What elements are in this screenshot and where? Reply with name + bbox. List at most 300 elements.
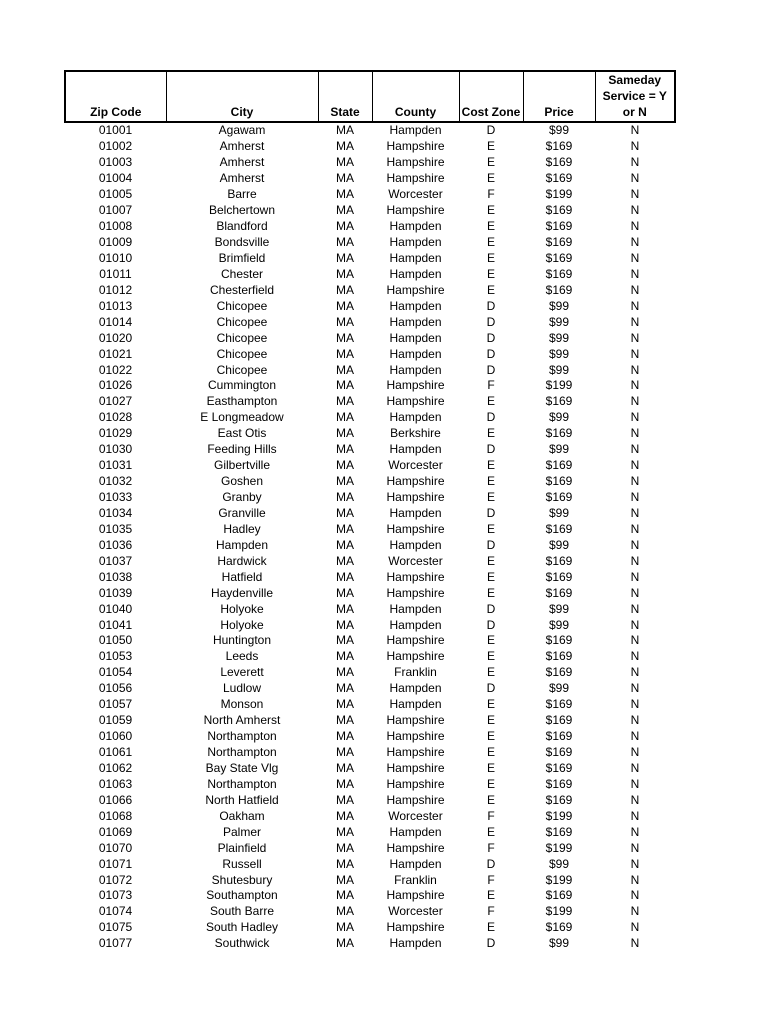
sameday-cell: N bbox=[630, 155, 640, 170]
sameday-cell: N bbox=[630, 394, 640, 409]
state-cell: MA bbox=[336, 617, 354, 632]
sameday-cell: N bbox=[630, 792, 640, 807]
county-cell: Hampshire bbox=[386, 792, 445, 807]
cost-zone-cell: E bbox=[486, 155, 495, 170]
state-cell: MA bbox=[336, 250, 354, 265]
state-cell: MA bbox=[336, 442, 354, 457]
state-cell: MA bbox=[336, 219, 354, 234]
county-cell: Hampshire bbox=[386, 745, 445, 760]
cost-zone-cell: E bbox=[486, 203, 495, 218]
zip-code-cell: 01061 bbox=[98, 745, 133, 760]
table-row bbox=[65, 936, 675, 952]
table-row bbox=[65, 633, 675, 649]
cost-zone-cell: E bbox=[486, 426, 495, 441]
table-row bbox=[65, 888, 675, 904]
zip-code-cell: 01028 bbox=[98, 410, 133, 425]
price-cell: $99 bbox=[548, 123, 570, 138]
price-cell: $169 bbox=[545, 282, 573, 297]
zip-code-cell: 01071 bbox=[98, 856, 133, 871]
price-cell: $169 bbox=[545, 713, 573, 728]
sameday-cell: N bbox=[630, 298, 640, 313]
sameday-cell: N bbox=[630, 442, 640, 457]
zip-code-cell: 01026 bbox=[98, 378, 133, 393]
state-cell: MA bbox=[336, 840, 354, 855]
price-cell: $99 bbox=[548, 681, 570, 696]
cost-zone-cell: E bbox=[486, 521, 495, 536]
sameday-cell: N bbox=[630, 713, 640, 728]
sameday-cell: N bbox=[630, 936, 640, 951]
city-cell: Granby bbox=[222, 490, 262, 505]
cost-zone-cell: E bbox=[486, 585, 495, 600]
sameday-cell: N bbox=[630, 920, 640, 935]
city-cell: Gilbertville bbox=[213, 458, 270, 473]
sameday-cell: N bbox=[630, 426, 640, 441]
sameday-cell: N bbox=[630, 330, 640, 345]
state-cell: MA bbox=[336, 490, 354, 505]
state-cell: MA bbox=[336, 633, 354, 648]
county-cell: Hampden bbox=[389, 330, 442, 345]
sameday-cell: N bbox=[630, 888, 640, 903]
cost-zone-cell: E bbox=[486, 745, 495, 760]
cost-zone-cell: E bbox=[486, 729, 495, 744]
table-row bbox=[65, 840, 675, 856]
table-row bbox=[65, 203, 675, 219]
zip-code-cell: 01041 bbox=[98, 617, 133, 632]
zip-code-cell: 01056 bbox=[98, 681, 133, 696]
city-cell: Haydenville bbox=[210, 585, 274, 600]
city-cell: Holyoke bbox=[220, 601, 264, 616]
county-cell: Hampshire bbox=[386, 729, 445, 744]
city-cell: Leeds bbox=[225, 649, 259, 664]
price-cell: $169 bbox=[545, 235, 573, 250]
table-row bbox=[65, 601, 675, 617]
price-cell: $169 bbox=[545, 697, 573, 712]
city-cell: Feeding Hills bbox=[207, 442, 277, 457]
city-cell: Shutesbury bbox=[211, 872, 273, 887]
state-cell: MA bbox=[336, 394, 354, 409]
state-cell: MA bbox=[336, 904, 354, 919]
table-row bbox=[65, 187, 675, 203]
county-cell: Hampden bbox=[389, 601, 442, 616]
price-cell: $169 bbox=[545, 760, 573, 775]
cost-zone-cell: E bbox=[486, 474, 495, 489]
city-cell: Southampton bbox=[206, 888, 278, 903]
state-cell: MA bbox=[336, 808, 354, 823]
price-cell: $169 bbox=[545, 490, 573, 505]
state-cell: MA bbox=[336, 888, 354, 903]
state-cell: MA bbox=[336, 553, 354, 568]
sameday-cell: N bbox=[630, 824, 640, 839]
cost-zone-cell: E bbox=[486, 888, 495, 903]
city-cell: Holyoke bbox=[220, 617, 264, 632]
cost-zone-cell: D bbox=[486, 537, 496, 552]
cost-zone-cell: D bbox=[486, 856, 496, 871]
price-cell: $169 bbox=[545, 745, 573, 760]
city-cell: Amherst bbox=[219, 171, 265, 186]
table-row bbox=[65, 442, 675, 458]
sameday-cell: N bbox=[630, 617, 640, 632]
sameday-cell: N bbox=[630, 474, 640, 489]
city-cell: North Amherst bbox=[203, 713, 281, 728]
city-cell: Bondsville bbox=[214, 235, 270, 250]
price-cell: $169 bbox=[545, 553, 573, 568]
zip-code-cell: 01021 bbox=[98, 346, 133, 361]
state-cell: MA bbox=[336, 856, 354, 871]
zip-code-cell: 01013 bbox=[98, 298, 133, 313]
price-cell: $99 bbox=[548, 505, 570, 520]
zip-code-cell: 01035 bbox=[98, 521, 133, 536]
state-cell: MA bbox=[336, 298, 354, 313]
state-cell: MA bbox=[336, 330, 354, 345]
city-cell: Chicopee bbox=[216, 314, 268, 329]
table-row bbox=[65, 426, 675, 442]
price-cell: $169 bbox=[545, 792, 573, 807]
table-row bbox=[65, 314, 675, 330]
county-cell: Hampden bbox=[389, 537, 442, 552]
cost-zone-cell: E bbox=[486, 250, 495, 265]
price-cell: $199 bbox=[545, 840, 573, 855]
county-cell: Hampshire bbox=[386, 760, 445, 775]
cost-zone-cell: E bbox=[486, 760, 495, 775]
city-cell: Monson bbox=[220, 697, 264, 712]
cost-zone-cell: D bbox=[486, 936, 496, 951]
state-cell: MA bbox=[336, 776, 354, 791]
city-cell: Hadley bbox=[223, 521, 261, 536]
city-cell: Oakham bbox=[219, 808, 265, 823]
zip-code-cell: 01027 bbox=[98, 394, 133, 409]
county-cell: Hampshire bbox=[386, 888, 445, 903]
table-row bbox=[65, 585, 675, 601]
state-cell: MA bbox=[336, 314, 354, 329]
county-cell: Hampden bbox=[389, 266, 442, 281]
county-cell: Hampden bbox=[389, 505, 442, 520]
county-cell: Worcester bbox=[388, 904, 443, 919]
sameday-cell: N bbox=[630, 314, 640, 329]
price-cell: $169 bbox=[545, 729, 573, 744]
price-cell: $199 bbox=[545, 378, 573, 393]
table-row bbox=[65, 346, 675, 362]
sameday-cell: N bbox=[630, 649, 640, 664]
price-cell: $169 bbox=[545, 394, 573, 409]
table-row bbox=[65, 219, 675, 235]
county-cell: Hampden bbox=[389, 410, 442, 425]
state-cell: MA bbox=[336, 203, 354, 218]
price-cell: $169 bbox=[545, 474, 573, 489]
zip-code-cell: 01040 bbox=[98, 601, 133, 616]
table-row bbox=[65, 904, 675, 920]
cost-zone-cell: E bbox=[486, 171, 495, 186]
sameday-cell: N bbox=[630, 362, 640, 377]
price-cell: $199 bbox=[545, 904, 573, 919]
sameday-cell: N bbox=[630, 729, 640, 744]
state-cell: MA bbox=[336, 171, 354, 186]
county-cell: Hampshire bbox=[386, 633, 445, 648]
county-cell: Hampshire bbox=[386, 713, 445, 728]
cost-zone-cell: E bbox=[486, 665, 495, 680]
zip-code-cell: 01059 bbox=[98, 713, 133, 728]
table-row bbox=[65, 553, 675, 569]
zip-code-cell: 01011 bbox=[99, 266, 132, 281]
table-header bbox=[65, 71, 675, 122]
county-cell: Hampden bbox=[389, 314, 442, 329]
price-cell: $169 bbox=[545, 888, 573, 903]
sameday-cell: N bbox=[630, 282, 640, 297]
price-cell: $169 bbox=[545, 585, 573, 600]
price-cell: $99 bbox=[548, 330, 570, 345]
county-cell: Hampshire bbox=[386, 474, 445, 489]
state-cell: MA bbox=[336, 824, 354, 839]
sameday-cell: N bbox=[630, 553, 640, 568]
table-row bbox=[65, 458, 675, 474]
county-cell: Hampden bbox=[389, 697, 442, 712]
zip-code-cell: 01029 bbox=[98, 426, 133, 441]
zip-code-cell: 01005 bbox=[98, 187, 133, 202]
county-cell: Hampshire bbox=[386, 203, 445, 218]
city-cell: Chicopee bbox=[216, 330, 268, 345]
price-cell: $169 bbox=[545, 649, 573, 664]
cost-zone-cell: E bbox=[486, 266, 495, 281]
cost-zone-cell: E bbox=[486, 824, 495, 839]
cost-zone-cell: D bbox=[486, 298, 496, 313]
sameday-cell: N bbox=[630, 505, 640, 520]
zip-code-cell: 01070 bbox=[98, 840, 133, 855]
sameday-cell: N bbox=[630, 346, 640, 361]
cost-zone-cell: D bbox=[486, 410, 496, 425]
zip-code-cell: 01077 bbox=[98, 936, 133, 951]
header-city: City bbox=[166, 71, 318, 122]
city-cell: Bay State Vlg bbox=[205, 760, 279, 775]
price-cell: $169 bbox=[545, 569, 573, 584]
table-body bbox=[65, 122, 675, 952]
sameday-cell: N bbox=[630, 250, 640, 265]
price-cell: $169 bbox=[545, 521, 573, 536]
county-cell: Hampshire bbox=[386, 776, 445, 791]
table-row bbox=[65, 330, 675, 346]
cost-zone-cell: F bbox=[487, 378, 495, 393]
cost-zone-cell: E bbox=[486, 490, 495, 505]
state-cell: MA bbox=[336, 362, 354, 377]
zip-code-cell: 01069 bbox=[98, 824, 133, 839]
sameday-cell: N bbox=[630, 681, 640, 696]
table-row bbox=[65, 872, 675, 888]
price-cell: $99 bbox=[548, 410, 570, 425]
zip-code-cell: 01037 bbox=[98, 553, 133, 568]
table-row bbox=[65, 155, 675, 171]
price-cell: $99 bbox=[548, 298, 570, 313]
table-row bbox=[65, 282, 675, 298]
cost-zone-cell: D bbox=[486, 330, 496, 345]
cost-zone-cell: E bbox=[486, 394, 495, 409]
county-cell: Hampshire bbox=[386, 171, 445, 186]
county-cell: Berkshire bbox=[390, 426, 441, 441]
cost-zone-cell: E bbox=[486, 776, 495, 791]
county-cell: Hampden bbox=[389, 250, 442, 265]
cost-zone-cell: D bbox=[486, 362, 496, 377]
county-cell: Hampden bbox=[389, 617, 442, 632]
county-cell: Hampshire bbox=[386, 282, 445, 297]
zip-code-cell: 01054 bbox=[98, 665, 133, 680]
city-cell: Belchertown bbox=[208, 203, 276, 218]
table-row bbox=[65, 266, 675, 282]
price-cell: $99 bbox=[548, 362, 570, 377]
table-row bbox=[65, 537, 675, 553]
price-cell: $199 bbox=[545, 187, 573, 202]
county-cell: Hampshire bbox=[386, 569, 445, 584]
county-cell: Hampden bbox=[389, 123, 442, 138]
state-cell: MA bbox=[336, 729, 354, 744]
price-cell: $199 bbox=[545, 808, 573, 823]
state-cell: MA bbox=[336, 569, 354, 584]
sameday-cell: N bbox=[630, 745, 640, 760]
sameday-cell: N bbox=[630, 266, 640, 281]
zip-code-cell: 01074 bbox=[98, 904, 133, 919]
zip-code-cell: 01039 bbox=[98, 585, 133, 600]
table-row bbox=[65, 122, 675, 139]
table-row bbox=[65, 824, 675, 840]
zip-code-cell: 01063 bbox=[98, 776, 133, 791]
city-cell: Northampton bbox=[207, 776, 277, 791]
city-cell: Chicopee bbox=[216, 362, 268, 377]
price-cell: $169 bbox=[545, 155, 573, 170]
table-row bbox=[65, 394, 675, 410]
county-cell: Hampshire bbox=[386, 521, 445, 536]
county-cell: Hampshire bbox=[386, 840, 445, 855]
zip-code-cell: 01014 bbox=[98, 314, 133, 329]
city-cell: Hardwick bbox=[217, 553, 267, 568]
sameday-cell: N bbox=[630, 410, 640, 425]
zip-code-cell: 01060 bbox=[98, 729, 133, 744]
county-cell: Hampden bbox=[389, 442, 442, 457]
state-cell: MA bbox=[336, 521, 354, 536]
header-county: County bbox=[372, 71, 459, 122]
zip-code-cell: 01073 bbox=[98, 888, 133, 903]
table-row bbox=[65, 776, 675, 792]
sameday-cell: N bbox=[630, 521, 640, 536]
state-cell: MA bbox=[336, 665, 354, 680]
sameday-cell: N bbox=[630, 633, 640, 648]
state-cell: MA bbox=[336, 872, 354, 887]
cost-zone-cell: D bbox=[486, 681, 496, 696]
state-cell: MA bbox=[336, 792, 354, 807]
price-cell: $199 bbox=[545, 872, 573, 887]
sameday-cell: N bbox=[630, 840, 640, 855]
zip-code-cell: 01062 bbox=[98, 760, 133, 775]
state-cell: MA bbox=[336, 346, 354, 361]
city-cell: Goshen bbox=[220, 474, 264, 489]
sameday-cell: N bbox=[630, 585, 640, 600]
price-cell: $99 bbox=[548, 346, 570, 361]
zip-code-cell: 01075 bbox=[98, 920, 133, 935]
city-cell: Easthampton bbox=[206, 394, 278, 409]
state-cell: MA bbox=[336, 187, 354, 202]
city-cell: Amherst bbox=[219, 139, 265, 154]
zip-price-table bbox=[64, 70, 676, 952]
state-cell: MA bbox=[336, 745, 354, 760]
state-cell: MA bbox=[336, 585, 354, 600]
state-cell: MA bbox=[336, 139, 354, 154]
table-row bbox=[65, 251, 675, 267]
county-cell: Hampshire bbox=[386, 394, 445, 409]
zip-code-cell: 01030 bbox=[98, 442, 133, 457]
state-cell: MA bbox=[336, 920, 354, 935]
zip-code-cell: 01033 bbox=[98, 490, 133, 505]
city-cell: Hampden bbox=[215, 537, 269, 552]
price-cell: $99 bbox=[548, 936, 570, 951]
sameday-cell: N bbox=[630, 760, 640, 775]
table-row bbox=[65, 920, 675, 936]
table-row bbox=[65, 745, 675, 761]
county-cell: Hampden bbox=[389, 362, 442, 377]
zip-code-cell: 01068 bbox=[98, 808, 133, 823]
table-row bbox=[65, 410, 675, 426]
state-cell: MA bbox=[336, 474, 354, 489]
zip-code-cell: 01066 bbox=[98, 792, 133, 807]
header-zip-code: Zip Code bbox=[65, 71, 166, 122]
state-cell: MA bbox=[336, 426, 354, 441]
city-cell: South Barre bbox=[209, 904, 275, 919]
price-cell: $169 bbox=[545, 266, 573, 281]
table-row bbox=[65, 665, 675, 681]
table-row bbox=[65, 298, 675, 314]
table-row bbox=[65, 139, 675, 155]
cost-zone-cell: D bbox=[486, 617, 496, 632]
table-row bbox=[65, 490, 675, 506]
cost-zone-cell: E bbox=[486, 697, 495, 712]
city-cell: Agawam bbox=[218, 123, 266, 138]
table-row bbox=[65, 792, 675, 808]
county-cell: Hampden bbox=[389, 219, 442, 234]
table-row bbox=[65, 681, 675, 697]
cost-zone-cell: D bbox=[486, 346, 496, 361]
table-row bbox=[65, 171, 675, 187]
state-cell: MA bbox=[336, 123, 354, 138]
cost-zone-cell: E bbox=[486, 553, 495, 568]
city-cell: Blandford bbox=[216, 219, 268, 234]
city-cell: Amherst bbox=[219, 155, 265, 170]
county-cell: Hampshire bbox=[386, 649, 445, 664]
state-cell: MA bbox=[336, 155, 354, 170]
state-cell: MA bbox=[336, 458, 354, 473]
sameday-cell: N bbox=[630, 123, 640, 138]
county-cell: Hampshire bbox=[386, 920, 445, 935]
price-cell: $169 bbox=[545, 824, 573, 839]
city-cell: Russell bbox=[222, 856, 262, 871]
table-row bbox=[65, 474, 675, 490]
county-cell: Hampden bbox=[389, 346, 442, 361]
city-cell: North Hatfield bbox=[205, 792, 279, 807]
cost-zone-cell: D bbox=[486, 123, 496, 138]
cost-zone-cell: E bbox=[486, 792, 495, 807]
zip-code-cell: 01003 bbox=[98, 155, 133, 170]
state-cell: MA bbox=[336, 697, 354, 712]
state-cell: MA bbox=[336, 713, 354, 728]
zip-code-cell: 01053 bbox=[98, 649, 133, 664]
cost-zone-cell: F bbox=[487, 187, 495, 202]
county-cell: Franklin bbox=[394, 872, 437, 887]
zip-code-cell: 01002 bbox=[98, 139, 133, 154]
zip-code-cell: 01057 bbox=[98, 697, 133, 712]
cost-zone-cell: E bbox=[486, 649, 495, 664]
cost-zone-cell: E bbox=[486, 633, 495, 648]
city-cell: Huntington bbox=[212, 633, 272, 648]
state-cell: MA bbox=[336, 410, 354, 425]
table-row bbox=[65, 617, 675, 633]
price-cell: $99 bbox=[548, 856, 570, 871]
header-row bbox=[65, 71, 675, 122]
county-cell: Worcester bbox=[388, 458, 443, 473]
price-cell: $99 bbox=[548, 601, 570, 616]
cost-zone-cell: D bbox=[486, 505, 496, 520]
